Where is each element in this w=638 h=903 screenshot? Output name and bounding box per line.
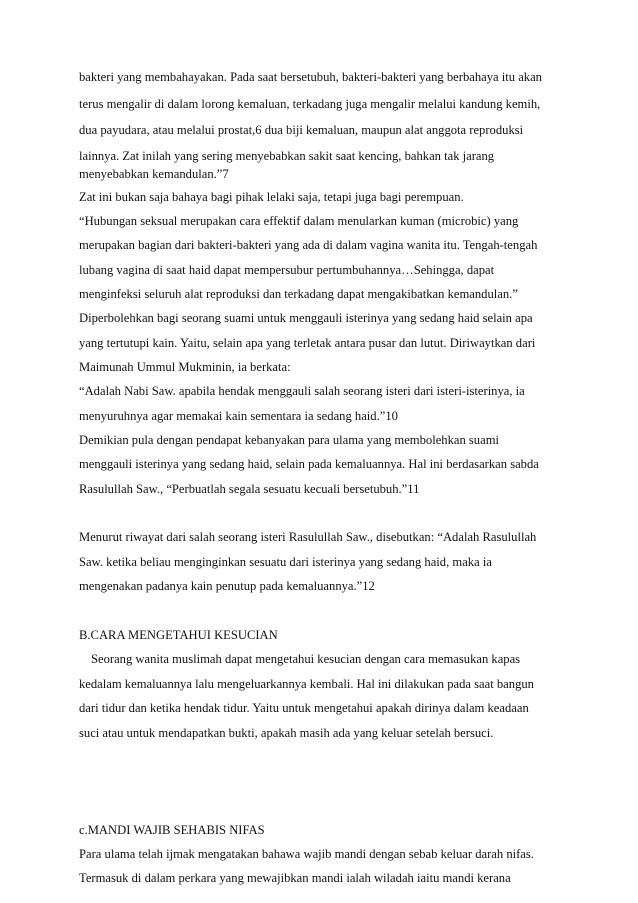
text-line: bakteri yang membahayakan. Pada saat bersetubuh, bakteri-bakteri yang berbahaya itu akan [79,70,542,84]
text-line: terus mengalir di dalam lorong kemaluan, terkadang juga mengalir melalui kandung kemih, [79,97,541,111]
text-line: Zat ini bukan saja bahaya bagi pihak lelaki saja, tetapi juga bagi perempuan. [79,190,464,204]
text-line: “Hubungan seksual merupakan cara effektif dalam menularkan kuman (microbic) yang [79,214,519,228]
text-line: kedalam kemaluannya lalu mengeluarkannya kembali. Hal ini dilakukan pada saat bangun [79,677,534,691]
text-line: Maimunah Ummul Mukminin, ia berkata: [79,360,291,374]
text-line: Saw. ketika beliau menginginkan sesuatu dari isterinya yang sedang haid, maka ia [79,555,492,569]
text-line: Seorang wanita muslimah dapat mengetahui kesucian dengan cara memasukan kapas [91,652,521,666]
text-line: menyuruhnya agar memakai kain sementara ia sedang haid.”10 [79,409,398,423]
text-line: Diperbolehkan bagi seorang suami untuk menggauli isterinya yang sedang haid selain apa [79,311,533,325]
text-line: merupakan bagian dari bakteri-bakteri yang ada di dalam vagina wanita itu. Tengah-tengah [79,238,538,252]
text-line: mengenakan padanya kain penutup pada kemaluannya.”12 [79,579,375,593]
text-line: dari tidur dan ketika hendak tidur. Yaitu untuk mengetahui apakah dirinya dalam keadaan [79,701,529,715]
text-line: Para ulama telah ijmak mengatakan bahawa wajib mandi dengan sebab keluar darah nifas. [79,847,534,861]
section-heading: c.MANDI WAJIB SEHABIS NIFAS [79,823,265,837]
text-line: Demikian pula dengan pendapat kebanyakan para ulama yang membolehkan suami [79,433,499,447]
text-line: yang tertutupi kain. Yaitu, selain apa yang terletak antara pusar dan lutut. Diriwaytkan dari [79,336,536,350]
text-line: Termasuk di dalam perkara yang mewajibkan mandi ialah wiladah iaitu mandi kerana [79,871,511,885]
text-line: Menurut riwayat dari salah seorang isteri Rasulullah Saw., disebutkan: “Adalah Rasulullah [79,530,537,544]
section-heading: B.CARA MENGETAHUI KESUCIAN [79,628,278,642]
text-line: lubang vagina di saat haid dapat mempersubur pertumbuhannya…Sehingga, dapat [79,263,495,277]
text-line: dua payudara, atau melalui prostat,6 dua biji kemaluan, maupun alat anggota reproduksi [79,123,524,137]
text-line: “Adalah Nabi Saw. apabila hendak menggauli salah seorang isteri dari isteri-isterinya, ia [79,384,525,398]
text-line: suci atau untuk mendapatkan bukti, apakah masih ada yang keluar setelah bersuci. [79,726,494,740]
text-line: menyebabkan kemandulan.”7 [79,167,229,181]
text-line: lainnya. Zat inilah yang sering menyebabkan sakit saat kencing, bahkan tak jarang [79,149,495,163]
text-line: Rasulullah Saw., “Perbuatlah segala sesuatu kecuali bersetubuh.”11 [79,482,420,496]
text-line: menginfeksi seluruh alat reproduksi dan terkadang dapat mengakibatkan kemandulan.” [79,287,518,301]
text-line: menggauli isterinya yang sedang haid, selain pada kemaluannya. Hal ini berdasarkan sabda [79,457,539,471]
